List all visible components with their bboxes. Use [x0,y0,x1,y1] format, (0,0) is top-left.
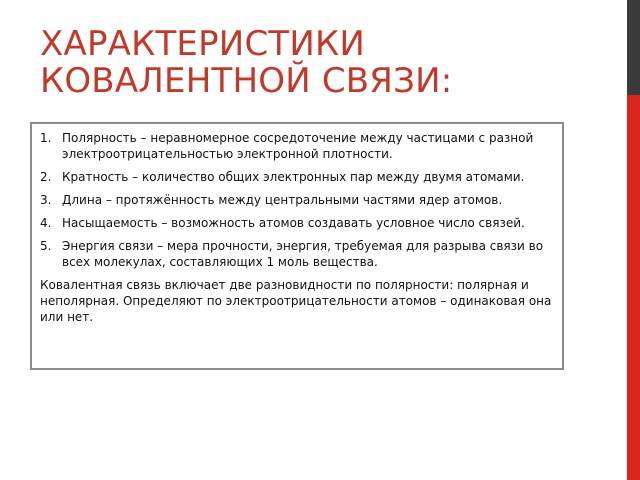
slide-title-line-2: КОВАЛЕНТНОЙ СВЯЗИ: [40,61,453,101]
list-item-text: Полярность – неравномерное сосредоточение между частицами с разной электроотрицательностью электронной плотности. [62,131,534,161]
list-item-number: 2. [40,170,52,184]
list-item-polarity [40,130,554,162]
list-item-text: Кратность – количество общих электронных пар между двумя атомами. [62,170,525,184]
list-item-bond-energy [40,238,554,270]
summary-paragraph: Ковалентная связь включает две разновидности по полярности: полярная и неполярная. Определяют по электроотрицательности атомов – одинаковая она или нет. [40,278,552,324]
slide-title [40,26,600,100]
list-item-number: 1. [40,131,52,145]
accent-bar-red [627,95,640,480]
list-item-length [40,192,554,208]
list-item-multiplicity [40,169,554,185]
list-item-text: Длина – протяжённость между центральными частями ядер атомов. [62,193,503,207]
list-item-text: Энергия связи – мера прочности, энергия, требуемая для разрыва связи во всех молекулах, составляющих 1 моль вещества. [62,239,544,269]
list-item-number: 3. [40,193,52,207]
list-item-saturation [40,215,554,231]
accent-bar-dark [627,0,640,95]
list-item-number: 5. [40,239,52,253]
list-item-number: 4. [40,216,52,230]
slide-title-line-1: ХАРАКТЕРИСТИКИ [40,24,365,64]
content-text-box [30,122,564,370]
list-item-text: Насыщаемость – возможность атомов создавать условное число связей. [62,216,525,230]
characteristics-list [40,130,554,270]
